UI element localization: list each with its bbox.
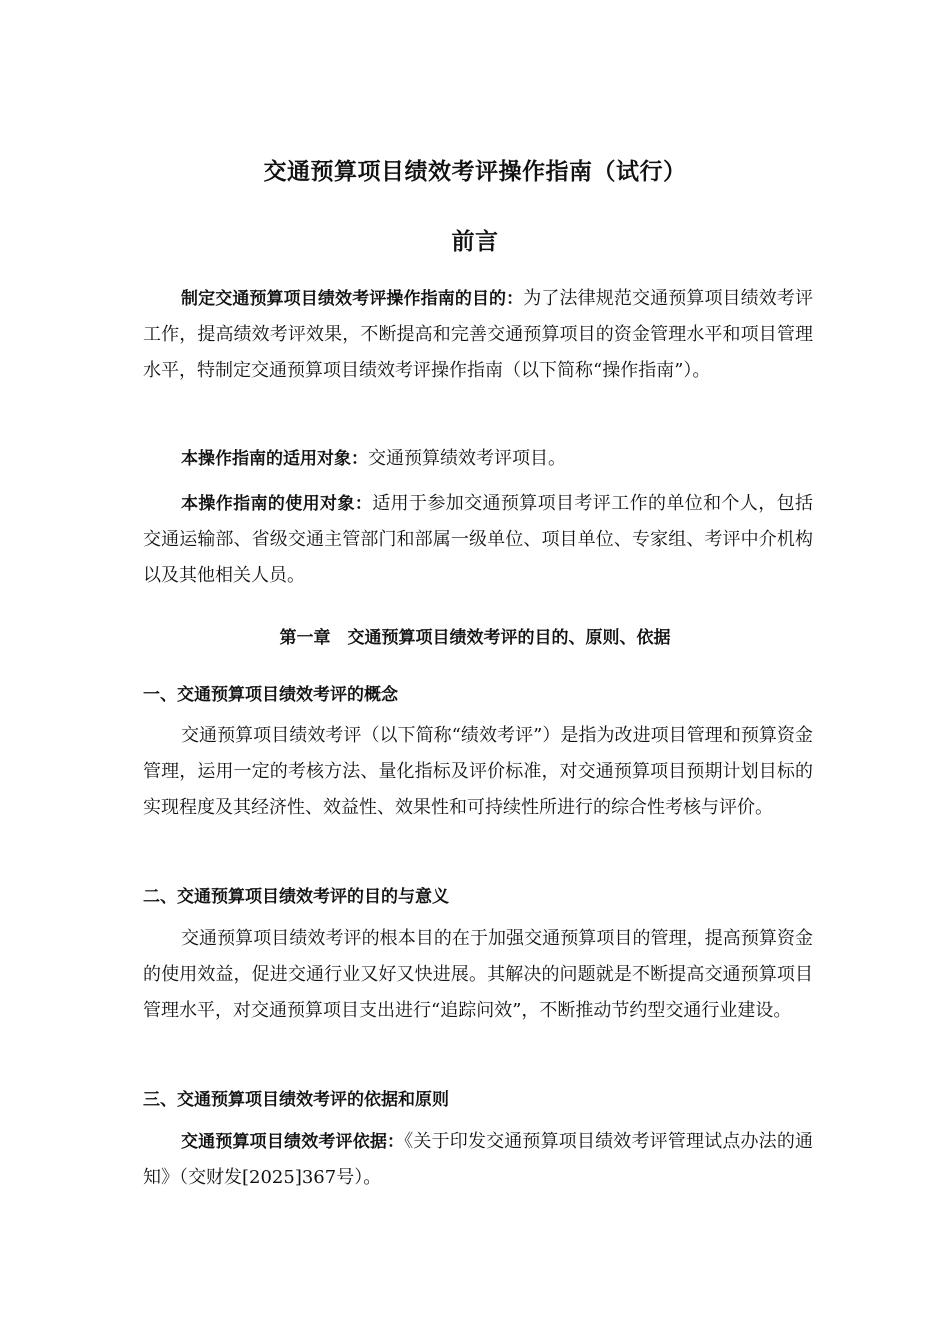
preface-title: 前言 (451, 229, 499, 255)
purpose-lead: 制定交通预算项目绩效考评操作指南的目的： (181, 289, 524, 309)
basis-text: 《关于印发交通预算项目绩效考评管理试点办法的通知》（交财发[2025]367号）。 (143, 1131, 814, 1188)
section-three-heading: 三、交通预算项目绩效考评的依据和原则 (143, 1090, 449, 1110)
preface-purpose-paragraph (143, 281, 813, 389)
section-three-paragraph (143, 1124, 813, 1196)
section-one-paragraph: 交通预算项目绩效考评（以下简称“绩效考评”）是指为改进项目管理和预算资金管理，运用一定的考核方法、量化指标及评价标准，对交通预算项目预期计划目标的实现程度及其经济性、效益性、效果性和可持续性所进行的综合性考核与评价。 (143, 725, 813, 818)
chapter-one-title: 第一章 交通预算项目绩效考评的目的、原则、依据 (279, 628, 671, 648)
section-one-heading: 一、交通预算项目绩效考评的概念 (143, 685, 398, 705)
users-text: 适用于参加交通预算项目考评工作的单位和个人，包括交通运输部、省级交通主管部门和部属一级单位、项目单位、专家组、考评中介机构以及其他相关人员。 (143, 493, 814, 586)
preface-scope-paragraph (143, 441, 813, 477)
scope-lead: 本操作指南的适用对象： (181, 449, 368, 469)
section-two-paragraph: 交通预算项目绩效考评的根本目的在于加强交通预算项目的管理，提高预算资金的使用效益，促进交通行业又好又快进展。其解决的问题就是不断提高交通预算项目管理水平，对交通预算项目支出进行“追踪问效”，不断推动节约型交通行业建设。 (143, 928, 813, 1021)
users-lead: 本操作指南的使用对象： (181, 494, 373, 514)
section-two-heading: 二、交通预算项目绩效考评的目的与意义 (143, 887, 449, 907)
scope-text: 交通预算绩效考评项目。 (368, 448, 566, 469)
document-title: 交通预算项目绩效考评操作指南（试行） (263, 159, 687, 185)
basis-lead: 交通预算项目绩效考评依据： (181, 1132, 405, 1152)
purpose-text: 为了法律规范交通预算项目绩效考评工作，提高绩效考评效果，不断提高和完善交通预算项目的资金管理水平和项目管理水平，特制定交通预算项目绩效考评操作指南（以下简称“操作指南”）。 (143, 288, 814, 381)
preface-users-paragraph (143, 486, 813, 594)
